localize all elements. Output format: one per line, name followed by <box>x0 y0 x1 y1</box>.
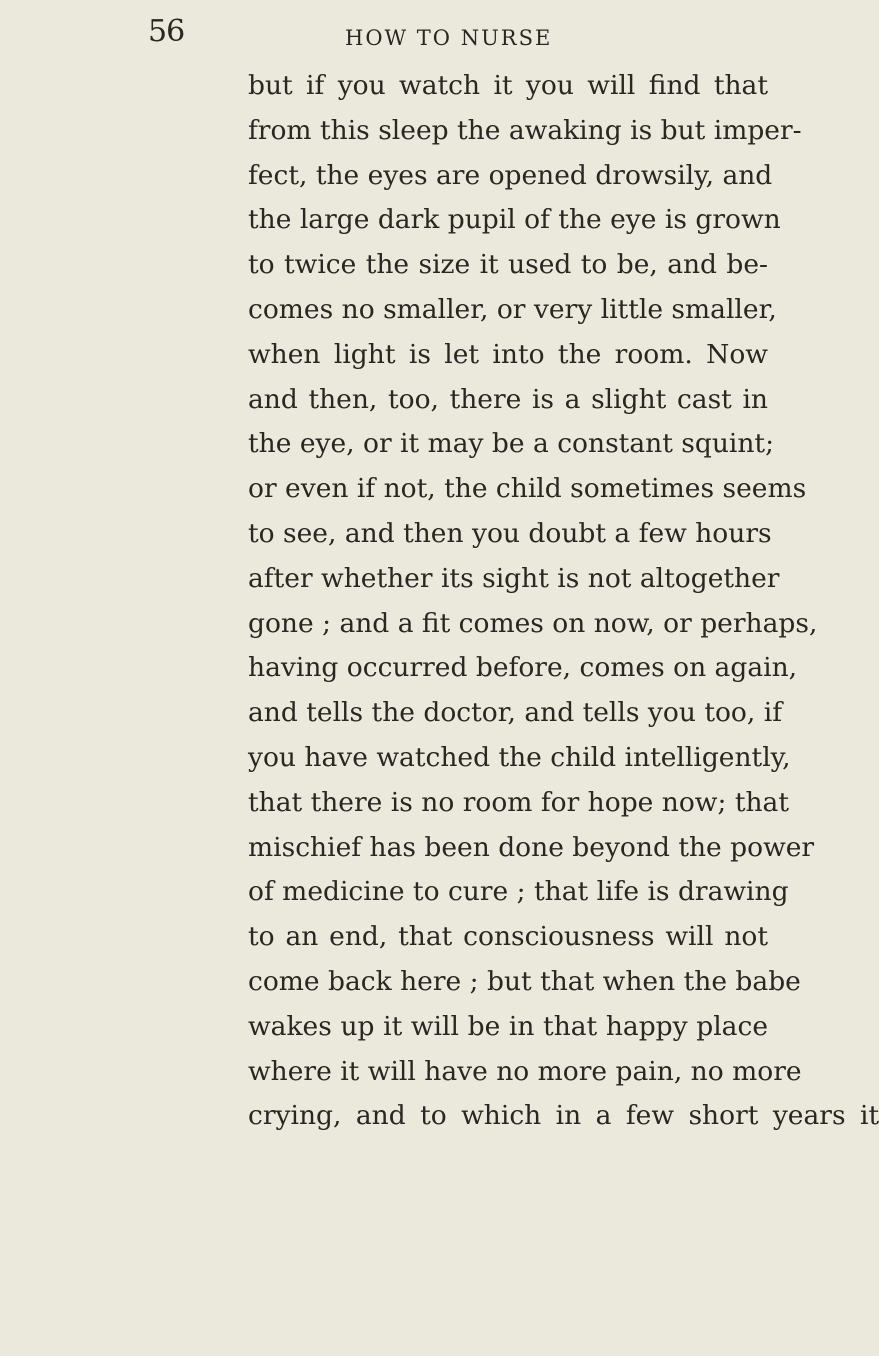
text-line: to twice the size it used to be, and be- <box>248 249 768 281</box>
text-line: having occurred before, comes on again, <box>248 652 798 684</box>
text-line: after whether its sight is not altogether <box>248 562 780 594</box>
text-line: to an end, that consciousness will not <box>248 921 768 953</box>
text-line: mischief has been done beyond the power <box>248 831 815 863</box>
text-line: gone ; and a fit comes on now, or perhaps, <box>248 607 818 639</box>
text-line: from this sleep the awaking is but imper- <box>248 114 802 146</box>
text-line: that there is no room for hope now; that <box>248 786 789 818</box>
text-line: come back here ; but that when the babe <box>248 965 801 997</box>
text-line: fect, the eyes are opened drowsily, and <box>248 159 773 191</box>
text-line: when light is let into the room. Now <box>248 338 768 370</box>
text-line: but if you watch it you will find that <box>248 70 768 101</box>
text-line: or even if not, the child sometimes seems <box>248 473 807 505</box>
text-line: where it will have no more pain, no more <box>248 1055 802 1087</box>
text-line: and tells the doctor, and tells you too, if <box>248 697 783 729</box>
body-text <box>248 64 879 1139</box>
text-line: the large dark pupil of the eye is grown <box>248 204 781 236</box>
text-line: of medicine to cure ; that life is drawing <box>248 876 789 908</box>
text-line: you have watched the child intelligently, <box>248 741 791 773</box>
text-line: wakes up it will be in that happy place <box>248 1010 768 1042</box>
text-line: and then, too, there is a slight cast in <box>248 383 768 415</box>
text-line: comes no smaller, or very little smaller, <box>248 293 777 325</box>
page-number: 56 <box>148 14 185 49</box>
running-head: HOW TO NURSE <box>345 26 553 50</box>
text-line: crying, and to which in a few short years it <box>248 1100 879 1132</box>
text-line: to see, and then you doubt a few hours <box>248 517 772 549</box>
text-line: the eye, or it may be a constant squint; <box>248 428 775 460</box>
